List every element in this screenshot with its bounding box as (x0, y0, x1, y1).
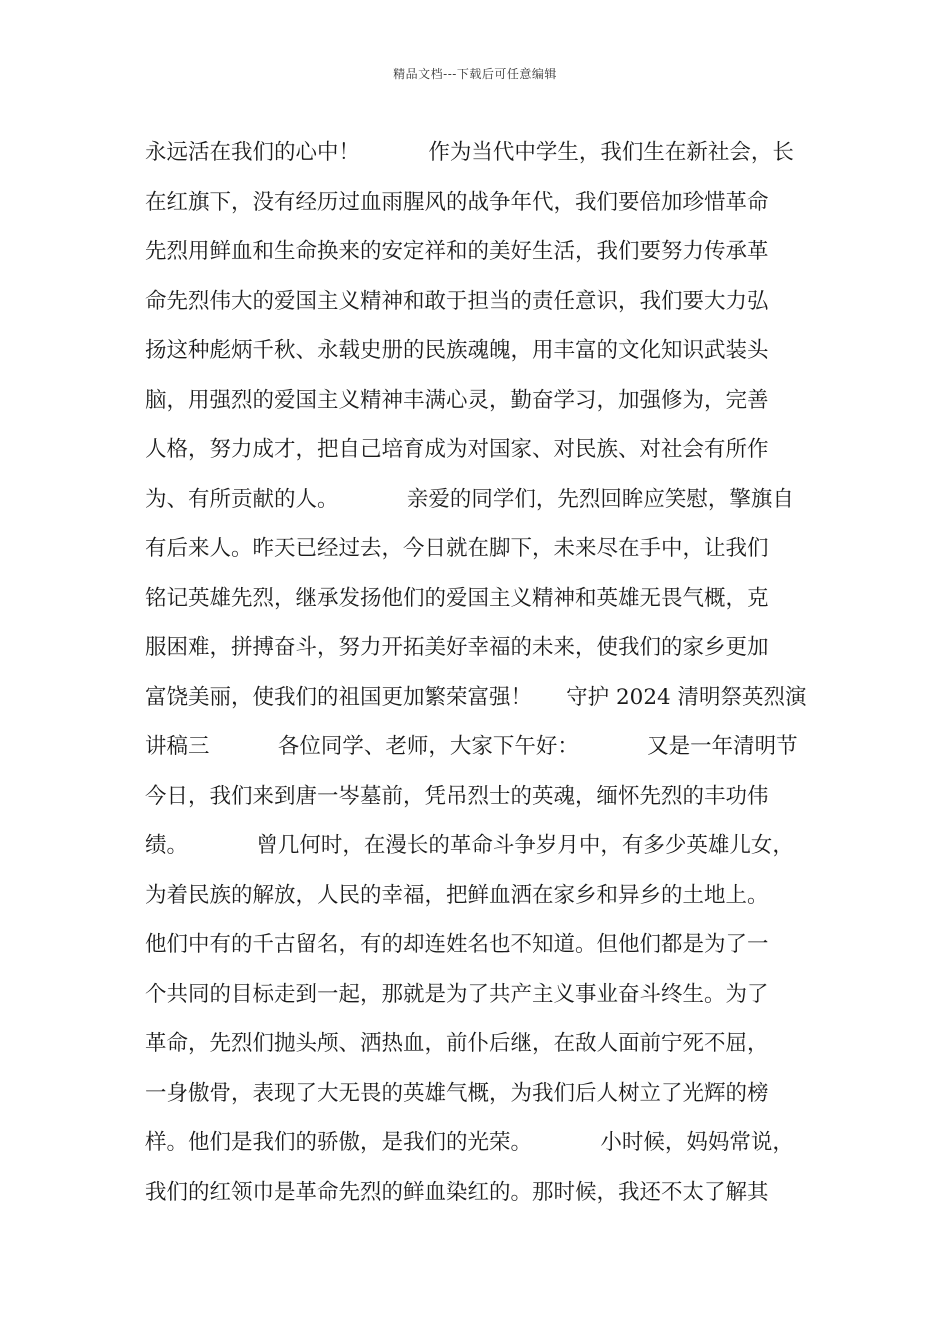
text-line: 一身傲骨，表现了大无畏的英雄气概，为我们后人树立了光辉的榜 (145, 1080, 769, 1106)
text-line: 个共同的目标走到一起，那就是为了共产主义事业奋斗终生。为了 (145, 981, 769, 1007)
text-line: 为、有所贡献的人。 亲爱的同学们，先烈回眸应笑慰，擎旗自 (145, 486, 794, 512)
text-line: 脑，用强烈的爱国主义精神丰满心灵，勤奋学习，加强修为，完善 (145, 387, 769, 413)
text-line: 铭记英雄先烈，继承发扬他们的爱国主义精神和英雄无畏气概，克 (145, 585, 769, 611)
text-line: 有后来人。昨天已经过去，今日就在脚下，未来尽在手中，让我们 (145, 536, 769, 561)
text-line: 样。他们是我们的骄傲，是我们的光荣。 小时候，妈妈常说， (145, 1130, 794, 1155)
text-line: 讲稿三 各位同学、老师，大家下午好： 又是一年清明节 (145, 734, 798, 759)
text-line: 先烈用鲜血和生命换来的安定祥和的美好生活，我们要努力传承革 (145, 239, 769, 264)
text-line: 永远活在我们的心中！ 作为当代中学生，我们生在新社会，长 (145, 140, 794, 165)
text-line: 人格，努力成才，把自己培育成为对国家、对民族、对社会有所作 (145, 437, 769, 462)
text-line: 服困难，拼搏奋斗，努力开拓美好幸福的未来，使我们的家乡更加 (145, 635, 769, 660)
text-line: 他们中有的千古留名，有的却连姓名也不知道。但他们都是为了一 (145, 932, 769, 957)
text-line: 为着民族的解放，人民的幸福，把鲜血洒在家乡和异乡的土地上。 (145, 882, 769, 908)
text-line: 命先烈伟大的爱国主义精神和敢于担当的责任意识，我们要大力弘 (145, 288, 769, 314)
page-header: 精品文档---下载后可任意编辑 (393, 67, 557, 81)
text-line: 富饶美丽，使我们的祖国更加繁荣富强！ 守护 2024 清明祭英烈演 (145, 684, 807, 710)
document-body (145, 128, 810, 1217)
text-line: 今日，我们来到唐一岑墓前，凭吊烈士的英魂，缅怀先烈的丰功伟 (145, 783, 769, 809)
text-line: 绩。 曾几何时，在漫长的革命斗争岁月中，有多少英雄儿女， (145, 833, 794, 858)
text-line: 在红旗下，没有经历过血雨腥风的战争年代，我们要倍加珍惜革命 (145, 189, 769, 215)
text-line: 扬这种彪炳千秋、永载史册的民族魂魄，用丰富的文化知识武装头 (145, 338, 769, 363)
text-line: 革命，先烈们抛头颅、洒热血，前仆后继，在敌人面前宁死不屈， (145, 1031, 769, 1056)
text-line: 我们的红领巾是革命先烈的鲜血染红的。那时候，我还不太了解其 (145, 1179, 769, 1205)
